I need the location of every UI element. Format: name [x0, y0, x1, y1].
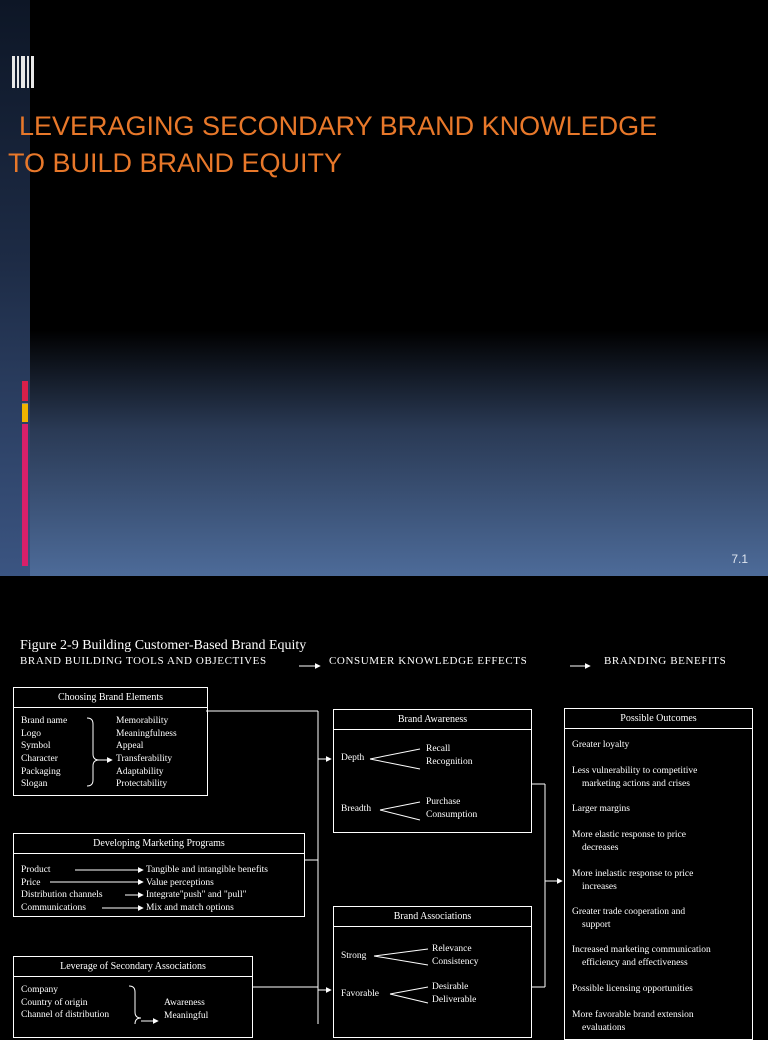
list-item: Mix and match options: [146, 903, 234, 914]
choosing-brand-elements-box: [13, 687, 208, 796]
list-item: Awareness: [164, 998, 205, 1008]
outcome-item: [572, 1009, 694, 1034]
secondary-associations-box: [13, 956, 253, 1038]
secondary-effects-list: [164, 997, 208, 1022]
outcome-line: Greater loyalty: [572, 740, 630, 750]
header-effects: CONSUMER KNOWLEDGE EFFECTS: [329, 655, 528, 667]
outcome-item: [572, 765, 697, 790]
slide-title: [8, 108, 758, 182]
list-item: Distribution channels: [21, 890, 103, 901]
breadth-label: Breadth: [341, 804, 372, 814]
slide-number: 7.1: [731, 552, 748, 566]
list-item: Meaningfulness: [116, 728, 177, 739]
header-benefits: BRANDING BENEFITS: [604, 655, 727, 667]
favorable-items: [432, 981, 476, 1006]
list-item: Value perceptions: [146, 877, 214, 888]
depth-label: Depth: [341, 753, 365, 763]
accent-bar-yellow: [22, 404, 28, 422]
list-item: Recall: [426, 744, 451, 754]
box-title: Brand Associations: [334, 907, 531, 927]
outcome-line: evaluations: [582, 1022, 626, 1033]
title-line-2: TO BUILD BRAND EQUITY: [8, 148, 343, 178]
outcome-item: [572, 906, 685, 931]
outcome-item: [572, 983, 693, 996]
list-item: Price: [21, 877, 41, 888]
list-item: Consistency: [432, 956, 479, 967]
list-item: Channel of distribution: [21, 1010, 110, 1021]
outcome-line: Possible licensing opportunities: [572, 984, 693, 994]
box-title: Leverage of Secondary Associations: [14, 957, 252, 977]
outcome-item: [572, 803, 630, 816]
list-item: Symbol: [21, 741, 51, 752]
title-line-1: LEVERAGING SECONDARY BRAND KNOWLEDGE: [19, 111, 658, 141]
outcome-line: marketing actions and crises: [582, 778, 690, 789]
list-item: Adaptability: [116, 766, 164, 777]
outcome-item: [572, 829, 686, 854]
box-title: Possible Outcomes: [565, 709, 752, 729]
favorable-label: Favorable: [341, 989, 379, 999]
outcome-line: efficiency and effectiveness: [582, 957, 688, 968]
breadth-items: [426, 796, 477, 821]
criteria-list: [116, 715, 177, 791]
list-item: Company: [21, 985, 58, 995]
outcome-item: [572, 868, 693, 893]
header-tools: BRAND BUILDING TOOLS AND OBJECTIVES: [20, 655, 267, 667]
marketing-programs-box: [13, 833, 305, 917]
depth-items: [426, 743, 472, 768]
brand-awareness-box: [333, 709, 532, 833]
list-item: Communications: [21, 903, 86, 914]
list-item: Logo: [21, 728, 42, 739]
list-item: Country of origin: [21, 997, 88, 1008]
outcome-line: More inelastic response to price: [572, 869, 694, 879]
accent-bar-red: [22, 381, 28, 401]
list-item: Memorability: [116, 716, 169, 726]
list-item: Integrate"push" and "pull": [146, 890, 247, 901]
list-item: Transferability: [116, 754, 173, 765]
program-list: [21, 864, 103, 915]
box-title: Choosing Brand Elements: [14, 688, 207, 708]
figure-title: Figure 2-9 Building Customer-Based Brand Equity: [20, 638, 307, 653]
brand-associations-box: [333, 906, 532, 1038]
list-item: Brand name: [21, 716, 68, 726]
outcome-line: Increased marketing communication: [572, 945, 711, 955]
list-item: Character: [21, 754, 58, 765]
list-item: Purchase: [426, 797, 461, 807]
barcode-icon: [12, 56, 34, 88]
outcome-line: increases: [582, 881, 617, 892]
outcome-item: [572, 739, 629, 752]
possible-outcomes-box: [564, 708, 753, 1040]
outcome-line: decreases: [582, 842, 619, 853]
list-item: Protectability: [116, 779, 168, 790]
list-item: Consumption: [426, 809, 478, 820]
list-item: Deliverable: [432, 994, 477, 1005]
outcome-item: [572, 944, 711, 969]
secondary-list: [21, 984, 109, 1022]
outcome-line: support: [582, 919, 611, 930]
list-item: Appeal: [116, 741, 144, 752]
brand-elements-list: [21, 715, 67, 791]
list-item: Meaningful: [164, 1010, 209, 1021]
outcome-line: Less vulnerability to competitive: [572, 766, 698, 776]
program-effects-list: [146, 864, 268, 915]
list-item: Relevance: [432, 944, 472, 954]
outcome-line: Larger margins: [572, 804, 630, 814]
outcome-line: More favorable brand extension: [572, 1010, 694, 1020]
strong-items: [432, 943, 478, 968]
list-item: Tangible and intangible benefits: [146, 865, 269, 875]
list-item: Desirable: [432, 982, 469, 992]
box-title: Brand Awareness: [334, 710, 531, 730]
list-item: Recognition: [426, 756, 473, 767]
accent-bar-pink: [22, 424, 28, 566]
outcome-line: Greater trade cooperation and: [572, 907, 686, 917]
outcome-line: More elastic response to price: [572, 830, 686, 840]
list-item: Slogan: [21, 779, 48, 790]
list-item: Product: [21, 865, 51, 875]
diagram-slide: [0, 576, 768, 1033]
strong-label: Strong: [341, 951, 367, 961]
box-title: Developing Marketing Programs: [14, 834, 304, 854]
list-item: Packaging: [21, 766, 61, 777]
